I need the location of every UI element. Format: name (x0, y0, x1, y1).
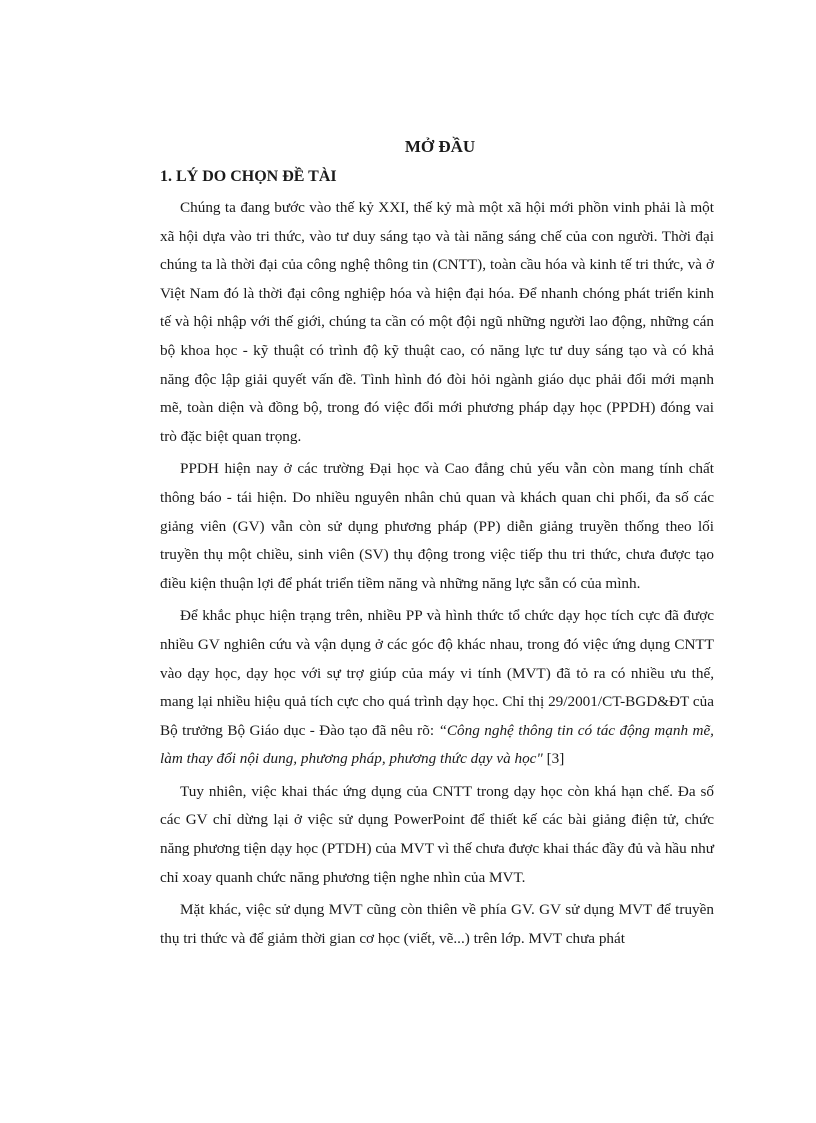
chapter-title: MỞ ĐẦU (404, 137, 476, 156)
section-heading: 1. LÝ DO CHỌN ĐỀ TÀI (160, 168, 337, 185)
document-page (160, 134, 714, 957)
paragraph-1: Chúng ta đang bước vào thế kỷ XXI, thế kỷ mà một xã hội mới phồn vinh phải là một xã hội dựa vào tri thức, vào tư duy sáng tạo và tài năng sáng chế của con người. Thời đại chúng ta là thời đại của công nghệ thông tin (CNTT), toàn cầu hóa và kinh tế tri thức, và ở Việt Nam đó là thời đại công nghiệp hóa và hiện đại hóa. Để nhanh chóng phát triển kinh tế và hội nhập với thế giới, chúng ta cần có một đội ngũ những người lao động, những cán bộ khoa học - kỹ thuật có trình độ kỹ thuật cao, có năng lực tư duy sáng tạo và có khả năng độc lập giải quyết vấn đề. Tình hình đó đòi hỏi ngành giáo dục phải đổi mới mạnh mẽ, toàn diện và đồng bộ, trong đó việc đổi mới phương pháp dạy học (PPDH) đóng vai trò đặc biệt quan trọng. (160, 199, 714, 445)
citation-reference: [3] (542, 750, 565, 768)
paragraph-3 (160, 602, 714, 774)
paragraph-3-text: Để khắc phục hiện trạng trên, nhiều PP và hình thức tổ chức dạy học tích cực đã được nhiều GV nghiên cứu và vận dụng ở các góc độ khác nhau, trong đó việc ứng dụng CNTT vào dạy học, dạy học với sự trợ giúp của máy vi tính (MVT) đã tỏ ra có nhiều ưu thế, mang lại nhiều hiệu quả tích cực cho quá trình dạy học. Chỉ thị 29/2001/CT-BGD&ĐT của Bộ trưởng Bộ Giáo dục - Đào tạo đã nêu rõ: (160, 607, 714, 739)
paragraph-2: PPDH hiện nay ở các trường Đại học và Cao đẳng chủ yếu vẫn còn mang tính chất thông báo - tái hiện. Do nhiều nguyên nhân chủ quan và khách quan chi phối, đa số các giảng viên (GV) vẫn còn sử dụng phương pháp (PP) diễn giảng truyền thống theo lối truyền thụ một chiều, sinh viên (SV) thụ động trong việc tiếp thu tri thức, chưa được tạo điều kiện thuận lợi để phát triển tiềm năng và những năng lực sẵn có của mình. (160, 460, 714, 592)
paragraph-4: Tuy nhiên, việc khai thác ứng dụng của CNTT trong dạy học còn khá hạn chế. Đa số các GV chỉ dừng lại ở việc sử dụng PowerPoint để thiết kế các bài giảng điện tử, chức năng phương tiện dạy học (PTDH) của MVT vì thế chưa được khai thác đầy đủ và hầu như chỉ xoay quanh chức năng phương tiện nghe nhìn của MVT. (160, 782, 714, 886)
paragraph-5: Mặt khác, việc sử dụng MVT cũng còn thiên về phía GV. GV sử dụng MVT để truyền thụ tri thức và để giảm thời gian cơ học (viết, vẽ...) trên lớp. MVT chưa phát (160, 901, 714, 947)
directive-quote: “Công nghệ thông tin có tác động mạnh mẽ, làm thay đổi nội dung, phương pháp, phương thức dạy và học" (160, 721, 714, 768)
